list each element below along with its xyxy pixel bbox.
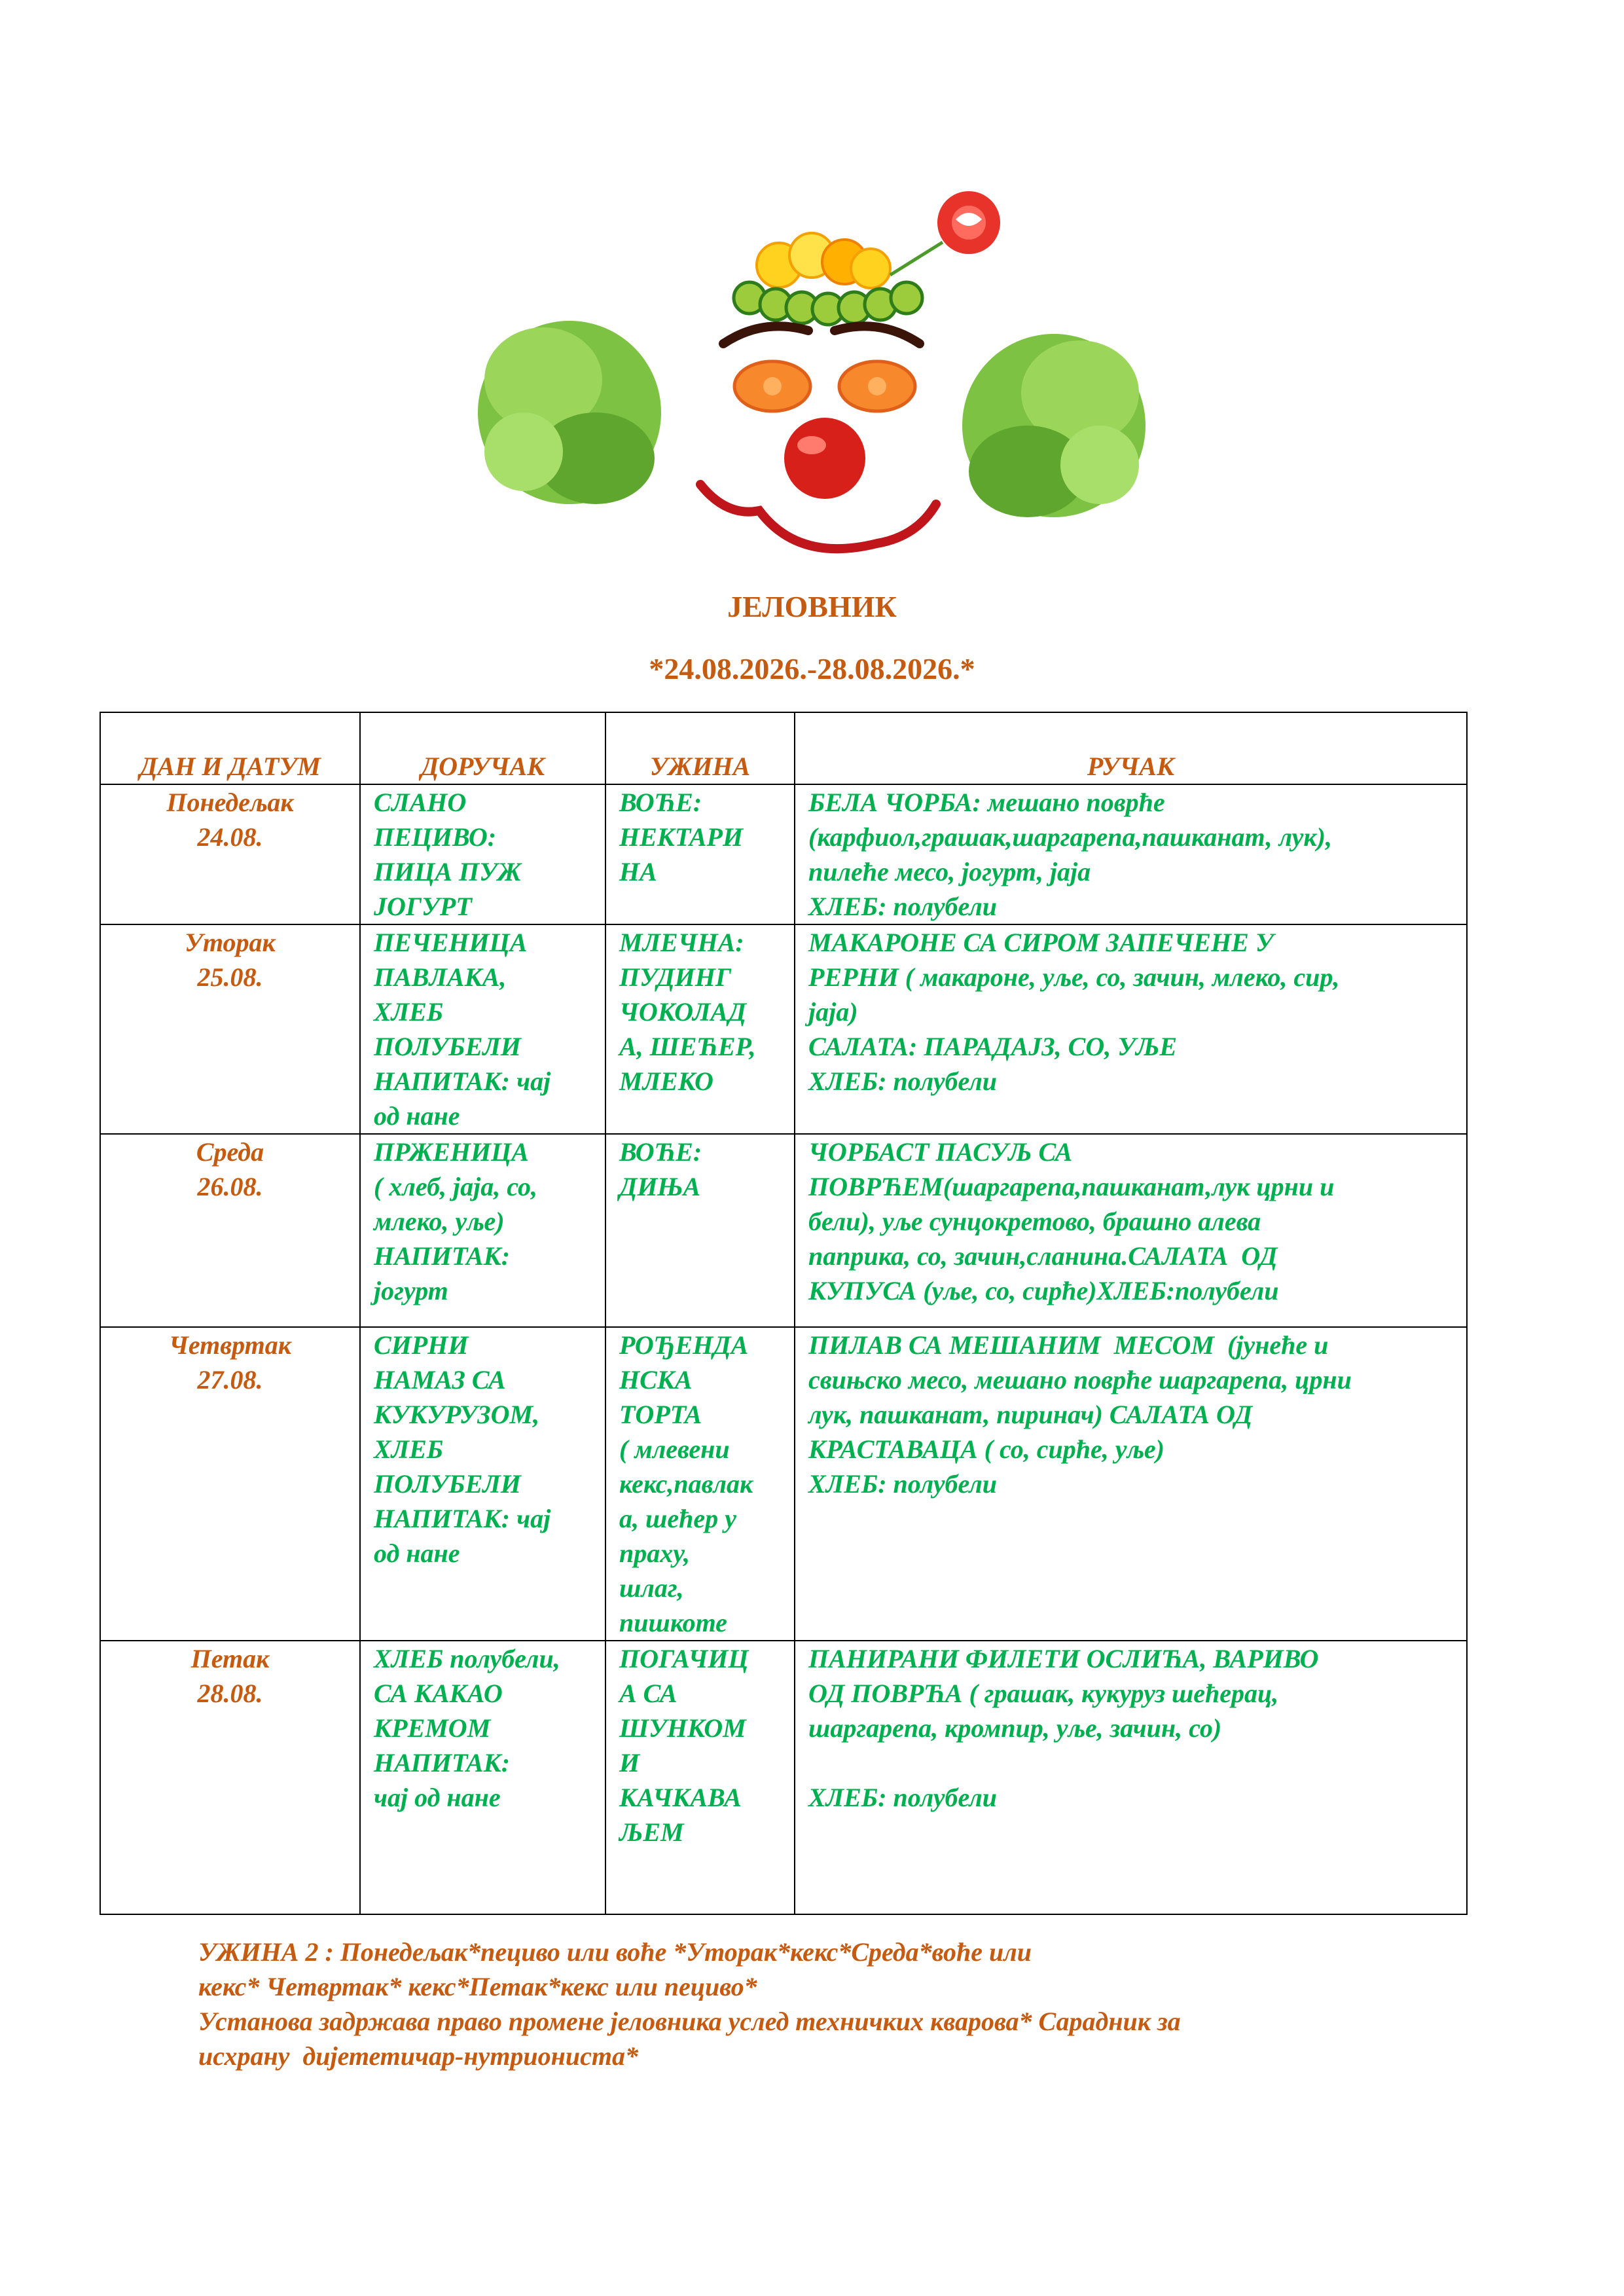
day-cell [100,1327,360,1641]
cell-line: ХЛЕБ: полубели [808,1469,998,1499]
menu-title: ЈЕЛОВНИК [727,590,897,623]
disclaimer-line2: исхрану дијететичар-нутриониста* [198,2041,638,2071]
cell-line: СЛАНО [374,788,467,817]
cell-line: КРАСТАВАЦА ( со, сирће, уље) [808,1434,1164,1464]
cell-line: ХЛЕБ: полубели [808,1783,998,1812]
cell-line: 24.08. [197,822,263,852]
cell-line: КАЧКАВА [619,1783,742,1812]
cell-line: ПОВРЋЕМ(шаргарепа,пашканат,лук црни и [808,1172,1335,1201]
breakfast-cell [360,1134,605,1327]
cell-line: лук, пашканат, пиринач) САЛАТА ОД [808,1400,1253,1429]
table-row [100,784,1467,924]
flower-icon [890,191,1000,275]
cell-line: КУПУСА (уље, со, сирће)ХЛЕБ:полубели [808,1276,1279,1305]
cell-line: 28.08. [197,1679,263,1708]
cell-line: од нане [374,1101,460,1131]
lunch-cell [795,924,1467,1134]
cell-line: ХЛЕБ: полубели [808,892,998,921]
citrus-hat-icon [757,233,890,288]
lunch-cell [795,1134,1467,1327]
cell-line: 25.08. [197,962,263,992]
cell-line: кекс,павлак [619,1469,753,1499]
cell-line: паприка, со, зачин,сланина.САЛАТА ОД [808,1241,1278,1271]
cell-line: НАПИТАК: чај [374,1504,551,1533]
cell-line: НАПИТАК: [374,1748,511,1777]
breakfast-cell [360,1327,605,1641]
day-cell [100,1641,360,1914]
cell-line: МАКАРОНЕ СА СИРОМ ЗАПЕЧЕНЕ У [808,928,1274,957]
cell-line: ЧОКОЛАД [619,997,746,1027]
cell-line: А, ШЕЋЕР, [619,1032,756,1061]
cell-line: ЈОГУРТ [374,892,472,921]
cell-line: СИРНИ [374,1330,469,1360]
eyebrow-left-icon [723,326,808,344]
cell-line: ПОГАЧИЦ [619,1644,749,1673]
table-header-row [100,712,1467,784]
breakfast-cell [360,924,605,1134]
breakfast-cell [360,1641,605,1914]
cell-line: ДИЊА [619,1172,701,1201]
cell-line: НА [619,857,657,886]
snack-cell [605,924,795,1134]
cell-line: ШУНКОМ [619,1713,746,1743]
cell-line: млеко, уље) [374,1207,505,1236]
snack2-note-line2: кекс* Четвртак* кекс*Петак*кекс или пециво* [198,1972,757,2001]
column-header-lunch: РУЧАК [795,712,1467,784]
cell-line: ПАВЛАКА, [374,962,507,992]
cell-line: НАМАЗ СА [374,1365,506,1394]
cell-line [808,1745,1453,1780]
cell-line: Петак [190,1644,270,1673]
disclaimer-line1: Установа задржава право промене јеловника услед техничких кварова* Сарадник за [198,2007,1181,2036]
cell-line: ПИЛАВ СА МЕШАНИМ МЕСОМ (јунеће и [808,1330,1329,1360]
carrot-eye-left-icon [734,361,810,411]
table-row [100,1327,1467,1641]
cell-line: јаја) [808,997,858,1027]
menu-table [99,712,1468,1915]
cell-line: ПОЛУБЕЛИ [374,1469,521,1499]
cell-line: КРЕМОМ [374,1713,491,1743]
cell-line: ( хлеб, јаја, со, [374,1172,538,1201]
lunch-cell [795,1327,1467,1641]
day-cell [100,1134,360,1327]
snack-cell [605,784,795,924]
cell-line: ПИЦА ПУЖ [374,857,522,886]
cell-line: јогурт [374,1276,448,1305]
cell-line: ПОЛУБЕЛИ [374,1032,521,1061]
table-row [100,1134,1467,1327]
menu-date-range: *24.08.2026.-28.08.2026.* [649,652,975,685]
cell-line: ЉЕМ [619,1817,684,1847]
day-cell [100,924,360,1134]
cell-line: СА КАКАО [374,1679,503,1708]
column-header-snack: УЖИНА [605,712,795,784]
cell-line: РЕРНИ ( макароне, уље, со, зачин, млеко, сир, [808,962,1340,992]
cell-line: а, шећер у [619,1504,736,1533]
footer-notes [198,1935,1442,2073]
cell-line: НЕКТАРИ [619,822,744,852]
cell-line: МЛЕЧНА: [619,928,744,957]
cell-line: шаргарепа, кромпир, уље, зачин, со) [808,1713,1222,1743]
cucumber-brim-icon [734,282,922,325]
cell-line: НСКА [619,1365,693,1394]
cell-line: пилеће месо, јогурт, јаја [808,857,1091,886]
column-header-day: ДАН И ДАТУМ [100,712,360,784]
cell-line: И [619,1748,640,1777]
cell-line: ЧОРБАСТ ПАСУЉ СА [808,1137,1073,1167]
cell-line: Четвртак [169,1330,291,1360]
cell-line: ПРЖЕНИЦА [374,1137,529,1167]
cell-line: НАПИТАК: чај [374,1066,551,1096]
cell-line: Понедељак [166,788,294,817]
day-cell [100,784,360,924]
cell-line: 27.08. [197,1365,263,1394]
cell-line: ТОРТА [619,1400,702,1429]
cell-line: ПУДИНГ [619,962,732,992]
cell-line: ПЕЦИВО: [374,822,497,852]
lettuce-left-icon [478,321,661,504]
cell-line: шлаг, [619,1573,684,1603]
cell-line: чај од нане [374,1783,501,1812]
breakfast-cell [360,784,605,924]
table-row [100,1641,1467,1914]
column-header-breakfast: ДОРУЧАК [360,712,605,784]
cell-line: БЕЛА ЧОРБА: мешано поврће [808,788,1165,817]
cell-line: Уторак [185,928,276,957]
cell-line: ОД ПОВРЋА ( грашак, кукуруз шећерац, [808,1679,1279,1708]
cell-line: САЛАТА: ПАРАДАЈЗ, СО, УЉЕ [808,1032,1178,1061]
cell-line: праху, [619,1539,691,1568]
cell-line: КУКУРУЗОМ, [374,1400,540,1429]
cell-line: НАПИТАК: [374,1241,511,1271]
cell-line: РОЂЕНДА [619,1330,749,1360]
cell-line: ПАНИРАНИ ФИЛЕТИ ОСЛИЋА, ВАРИВО [808,1644,1319,1673]
cell-line: ХЛЕБ [374,1434,444,1464]
cell-line: свињско месо, мешано поврће шаргарепа, црни [808,1365,1352,1394]
cell-line: ВОЋЕ: [619,788,702,817]
table-row [100,924,1467,1134]
snack2-note-line1: УЖИНА 2 : Понедељак*пециво или воће *Уторак*кекс*Среда*воће или [198,1937,1032,1967]
lunch-cell [795,1641,1467,1914]
cell-line: 26.08. [197,1172,263,1201]
cell-line: ( млевени [619,1434,730,1464]
snack-cell [605,1327,795,1641]
cell-line: ВОЋЕ: [619,1137,702,1167]
cell-line: (карфиол,грашак,шаргарепа,пашканат, лук), [808,822,1332,852]
carrot-eye-right-icon [839,361,915,411]
cell-line: од нане [374,1539,460,1568]
cell-line: Среда [196,1137,264,1167]
lettuce-right-icon [962,334,1146,517]
cell-line: МЛЕКО [619,1066,713,1096]
cell-line: ХЛЕБ [374,997,444,1027]
cell-line: ПЕЧЕНИЦА [374,928,528,957]
lunch-cell [795,784,1467,924]
cell-line: бели), уље сунцокретово, брашно алева [808,1207,1261,1236]
cell-line: пишкоте [619,1608,727,1637]
cell-line: А СА [619,1679,677,1708]
snack-cell [605,1134,795,1327]
menu-table-body [100,784,1467,1914]
cell-line: ХЛЕБ: полубели [808,1066,998,1096]
cell-line: ХЛЕБ полубели, [374,1644,560,1673]
vegetable-clown-illustration [471,183,1152,563]
tomato-nose-icon [784,418,865,499]
snack-cell [605,1641,795,1914]
eyebrow-right-icon [835,326,920,344]
